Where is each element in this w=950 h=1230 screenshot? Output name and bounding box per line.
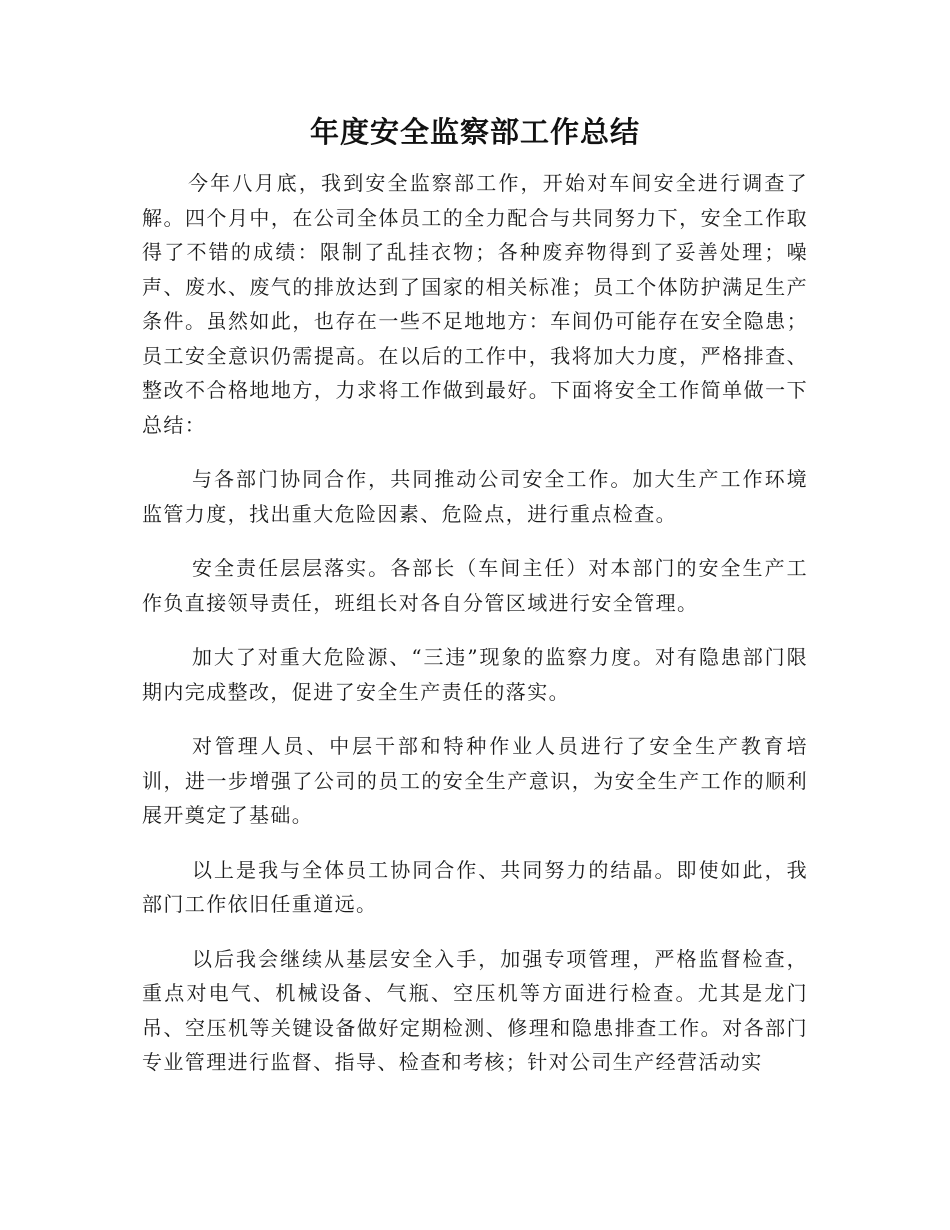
paragraph-responsibility: 安全责任层层落实。各部长（车间主任）对本部门的安全生产工作负直接领导责任，班组长对各自分管区域进行安全管理。	[142, 556, 808, 615]
paragraph-conclusion: 以上是我与全体员工协同合作、共同努力的结晶。即使如此，我部门工作依旧任重道远。	[142, 857, 808, 916]
document-body	[142, 166, 808, 1100]
paragraph-intro: 今年八月底，我到安全监察部工作，开始对车间安全进行调查了解。四个月中，在公司全体员工的全力配合与共同努力下，安全工作取得了不错的成绩：限制了乱挂衣物；各种废弃物得到了妥善处理；噪声、废水、废气的排放达到了国家的相关标准；员工个体防护满足生产条件。虽然如此，也存在一些不足地地方：车间仍可能存在安全隐患；员工安全意识仍需提高。在以后的工作中，我将加大力度，严格排查、整改不合格地地方，力求将工作做到最好。下面将安全工作简单做一下总结：	[142, 171, 808, 437]
paragraph-supervision: 加大了对重大危险源、“三违”现象的监察力度。对有隐患部门限期内完成整改，促进了安全生产责任的落实。	[142, 645, 808, 704]
paragraph-training: 对管理人员、中层干部和特种作业人员进行了安全生产教育培训，进一步增强了公司的员工的安全生产意识，为安全生产工作的顺利展开奠定了基础。	[142, 734, 808, 827]
document-title: 年度安全监察部工作总结	[309, 115, 640, 149]
paragraph-cooperation: 与各部门协同合作，共同推动公司安全工作。加大生产工作环境监管力度，找出重大危险因素、危险点，进行重点检查。	[142, 467, 808, 526]
paragraph-future-plan: 以后我会继续从基层安全入手，加强专项管理，严格监督检查，重点对电气、机械设备、气瓶、空压机等方面进行检查。尤其是龙门吊、空压机等关键设备做好定期检测、修理和隐患排查工作。对各部门专业管理进行监督、指导、检查和考核；针对公司生产经营活动实	[142, 946, 808, 1074]
